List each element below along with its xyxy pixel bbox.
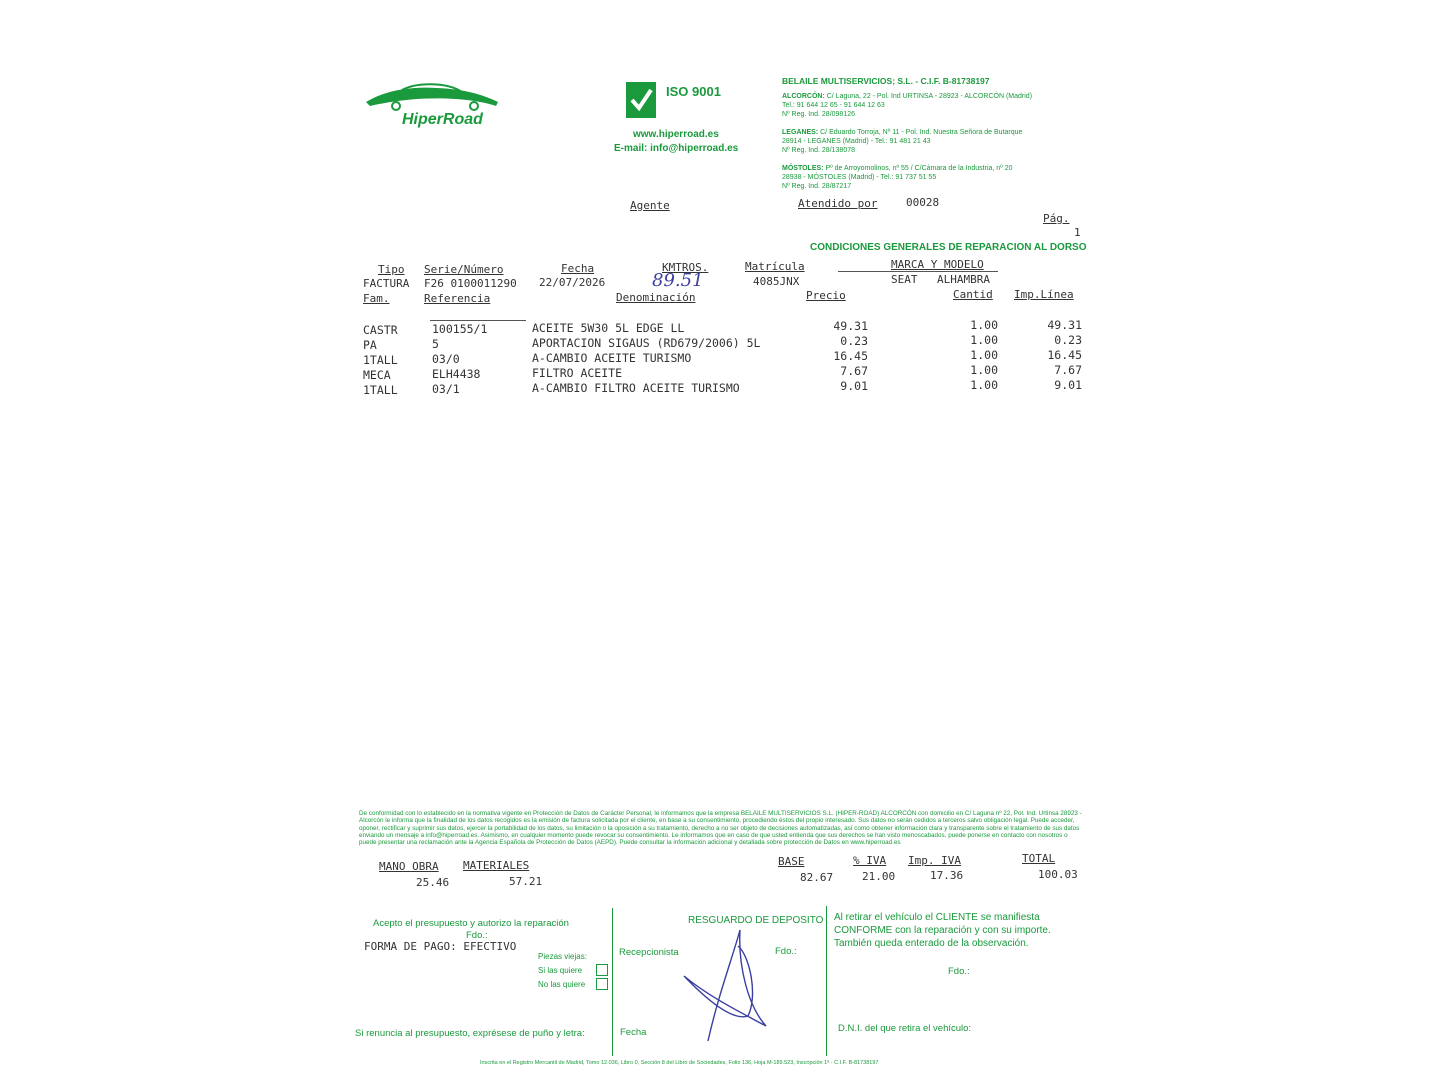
agente-label: Agente [630, 199, 670, 212]
item-precio: 7.67 [840, 364, 868, 378]
item-fam: PA [363, 338, 377, 352]
item-den: FILTRO ACEITE [532, 366, 623, 380]
kms-handwritten: 89.51 [652, 270, 704, 291]
item-den: ACEITE 5W30 5L EDGE LL [532, 321, 685, 335]
svg-text:HiperRoad: HiperRoad [402, 111, 483, 128]
total-label: TOTAL [1022, 852, 1056, 865]
divider-right [826, 906, 827, 1056]
col-cantid: Cantid [953, 288, 993, 301]
materiales-label: MATERIALES [463, 859, 530, 872]
item-den: A-CAMBIO FILTRO ACEITE TURISMO [532, 381, 740, 395]
kms-label: KMTROS. [662, 261, 709, 274]
col-importe: Imp.Línea [1014, 288, 1074, 301]
website-link[interactable]: www.hiperroad.es [633, 129, 719, 140]
fdo3-label: Fdo.: [948, 966, 970, 977]
pag-value: 1 [1074, 226, 1081, 239]
imp-iva-value: 17.36 [930, 869, 964, 882]
office-leganes: LEGANES: C/ Eduardo Torroja, Nº 11 - Pol. Ind. Nuestra Señora de Butarque 28914 - LEGANES (Madrid) - Tel.: 91 481 21 43 Nº Reg. Ind. 28/138078 [782, 129, 1023, 154]
retirar-line3: También queda enterado de la observación. [834, 938, 1029, 949]
marca-divider [838, 271, 998, 272]
tipo-value: FACTURA [363, 277, 410, 290]
item-den: A-CAMBIO ACEITE TURISMO [532, 351, 692, 365]
col-denominacion: Denominación [616, 291, 696, 304]
tipo-label: Tipo [378, 263, 405, 276]
dni-label: D.N.I. del que retira el vehículo: [838, 1023, 972, 1034]
serie-label: Serie/Número [424, 263, 504, 276]
marca-label: MARCA Y MODELO [891, 258, 984, 271]
fdo2-label: Fdo.: [775, 946, 797, 957]
acepto-text: Acepto el presupuesto y autorizo la reparación [373, 918, 569, 929]
item-precio: 49.31 [833, 319, 868, 333]
item-fam: 1TALL [363, 353, 398, 367]
item-ref: ELH4438 [432, 367, 481, 381]
forma-pago: FORMA DE PAGO: EFECTIVO [364, 940, 517, 953]
col-precio: Precio [806, 289, 846, 302]
matricula-label: Matrícula [745, 260, 805, 273]
retirar-line2: CONFORME con la reparación y con su importe. [834, 925, 1051, 936]
no-quiere-checkbox[interactable] [596, 978, 608, 990]
item-fam: CASTR [363, 323, 398, 337]
mano-obra-label: MANO OBRA [379, 860, 439, 873]
modelo-value: ALHAMBRA [937, 273, 990, 286]
item-den: APORTACION SIGAUS (RD679/2006) 5L [532, 336, 761, 350]
col-fam: Fam. [363, 292, 390, 305]
signature-scribble [678, 926, 778, 1051]
fecha-label: Fecha [561, 262, 595, 275]
renuncia-text: Si renuncia al presupuesto, exprésese de puño y letra: [355, 1028, 585, 1039]
conditions-note: CONDICIONES GENERALES DE REPARACION AL DORSO [810, 242, 1087, 253]
car-logo-icon [362, 80, 502, 136]
item-ref: 100155/1 [432, 322, 488, 336]
item-cant: 1.00 [970, 333, 998, 347]
fecha-value: 22/07/2026 [539, 276, 606, 289]
imp-iva-label: Imp. IVA [908, 854, 961, 867]
col-referencia: Referencia [424, 292, 491, 305]
office-mostoles: MÓSTOLES: Pº de Arroyomolinos, nº 55 / C/Cámara de la Industria, nº 20 28938 - MÓSTOLES (Madrid) - Tel.: 91 737 51 55 Nº Reg. Ind. 28/87217 [782, 165, 1013, 190]
item-cant: 1.00 [970, 363, 998, 377]
item-precio: 9.01 [840, 379, 868, 393]
fecha-sign-label: Fecha [620, 1027, 647, 1038]
item-imp: 49.31 [1047, 318, 1082, 332]
iso-title: ISO 9001 [666, 84, 721, 99]
serie-value: F26 0100011290 [424, 277, 517, 290]
office-alcorcon: ALCORCÓN: C/ Laguna, 22 - Pol. Ind URTINSA - 28923 - ALCORCÓN (Madrid) Tel.: 91 644 12 65 - 91 644 12 63 Nº Reg. Ind. 28/098126 [782, 93, 1033, 118]
base-value: 82.67 [800, 871, 834, 884]
iva-pct-label: % IVA [853, 854, 887, 867]
iso-check-icon [626, 82, 656, 118]
item-fam: MECA [363, 368, 391, 382]
company-name: BELAILE MULTISERVICIOS; S.L. - C.I.F. B-81738197 [782, 76, 990, 86]
email-link[interactable]: E-mail: info@hiperroad.es [614, 143, 739, 154]
item-precio: 16.45 [833, 349, 868, 363]
atendido-label: Atendido por [798, 197, 878, 210]
pag-label: Pág. [1043, 212, 1070, 225]
atendido-value: 00028 [906, 196, 940, 209]
fdo-label: Fdo.: [466, 930, 488, 941]
item-precio: 0.23 [840, 334, 868, 348]
item-imp: 0.23 [1054, 333, 1082, 347]
resguardo-title: RESGUARDO DE DEPOSITO [688, 915, 824, 926]
item-ref: 03/1 [432, 382, 460, 396]
hiperroad-logo [362, 80, 502, 136]
item-imp: 16.45 [1047, 348, 1082, 362]
item-ref: 5 [432, 337, 439, 351]
registry-footer: Inscrita en el Registro Mercantil de Madrid, Tomo 12.036, Libro 0, Sección 8 del Libro de Sociedades, Folio 136, Hoja M-189.523, Inscripción 1ª - C.I.F. B-81738197 [480, 1060, 879, 1066]
si-quiere-label: Si las quiere [538, 966, 583, 975]
retirar-line1: Al retirar el vehículo el CLIENTE se manifiesta [834, 912, 1040, 923]
matricula-value: 4085JNX [753, 275, 800, 288]
no-quiere-label: No las quiere [538, 980, 586, 989]
ref-divider [430, 320, 526, 321]
item-ref: 03/0 [432, 352, 460, 366]
item-cant: 1.00 [970, 348, 998, 362]
piezas-label: Piezas viejas: [538, 952, 587, 961]
item-cant: 1.00 [970, 378, 998, 392]
item-cant: 1.00 [970, 318, 998, 332]
total-value: 100.03 [1038, 868, 1078, 881]
item-imp: 7.67 [1054, 363, 1082, 377]
si-quiere-checkbox[interactable] [596, 964, 608, 976]
item-imp: 9.01 [1054, 378, 1082, 392]
privacy-notice: De conformidad con lo establecido en la normativa vigente en Protección de Datos de Carácter Personal, le informamos que la empresa BELAILE MULTISERVICIOS S.L. (HIPER-ROAD) ALCORCÓN con domicilio en C/ Laguna nº 22, Pol. Ind. Urtinsa 28923 - Alcorcón le informa que la finalidad de los datos recogidos es la emisión de factura solicitada por el cliente, en base a su consentimiento, procediendo éstos del propio interesado. Sus datos no serán cedidos a terceros salvo obligación legal. Puede acceder, oponer, rectificar y suprimir sus datos, ejercer la portabilidad de los datos, su limitación o la oposición a su tratamiento, derecho a no ser objeto de decisiones automatizadas, así como obtener información clara y transparente sobre el tratamiento de sus datos enviando un mensaje a info@hiperroad.es. Asimismo, en cualquier momento puede revocar su consentimiento. Le informamos que en caso de que usted entienda que sus derechos se han visto menoscabados, puede ponerse en contacto con nosotros o puede presentar una reclamación ante la Agencia Española de Protección de Datos (AEPD). Puede consultar la información adicional y detallada sobre protección de Datos en www.hiperroad.es [359, 810, 1082, 847]
divider-left [612, 908, 613, 1056]
mano-obra-value: 25.46 [416, 876, 450, 889]
base-label: BASE [778, 855, 805, 868]
iva-pct-value: 21.00 [862, 870, 896, 883]
recepcionista-label: Recepcionista [619, 947, 679, 958]
marca-value: SEAT [891, 273, 918, 286]
item-fam: 1TALL [363, 383, 398, 397]
materiales-value: 57.21 [509, 875, 543, 888]
